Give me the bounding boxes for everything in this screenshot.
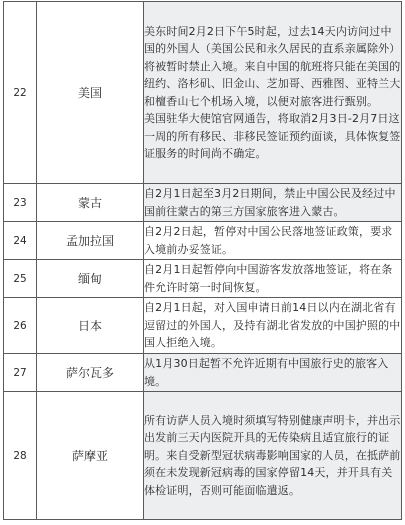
policy-paragraph: 自2月1日起暂停向中国游客发放落地签证，将在条件允许时第一时间恢复。 — [144, 263, 393, 294]
country-name: 萨摩亚 — [37, 392, 144, 520]
policy-text — [144, 2, 402, 184]
table-row — [4, 2, 402, 184]
policy-paragraph: 自2月2日起，暂停对中国公民落地签证政策，要求入境前办妥签证。 — [144, 225, 393, 256]
table-row — [4, 260, 402, 298]
policy-text — [144, 184, 402, 222]
row-number: 23 — [4, 184, 37, 222]
table-row — [4, 354, 402, 392]
row-number: 22 — [4, 2, 37, 184]
row-number: 27 — [4, 354, 37, 392]
policy-text — [144, 392, 402, 520]
country-name: 美国 — [37, 2, 144, 184]
row-number: 24 — [4, 222, 37, 260]
table-row — [4, 392, 402, 520]
policy-paragraph: 美国驻华大使馆官网通告，将取消2月3日-2月7日这一周的所有移民、非移民签证预约面谈，具体恢复签证服务的时间尚不确定。 — [144, 112, 401, 160]
entry-restrictions-table — [3, 1, 402, 520]
country-name: 蒙古 — [37, 184, 144, 222]
policy-paragraph: 所有访萨人员入境时须填写特别健康声明卡，并出示出发前三天内医院开具的无传染病且适宜旅行的证明。来自受新型冠状病毒影响国家的人员，在抵萨前须在未发现新冠病毒的国家停留14天，并开具有关体检证明，否则可能面临遣返。 — [144, 413, 401, 497]
table-row — [4, 298, 402, 354]
policy-text — [144, 298, 402, 354]
policy-paragraph: 从1月30日起暂不允许近期有中国旅行史的旅客入境。 — [144, 357, 389, 388]
country-name: 萨尔瓦多 — [37, 354, 144, 392]
table-row — [4, 184, 402, 222]
table-row — [4, 222, 402, 260]
policy-paragraph: 自2月1日起，对入国申请日前14日以内在湖北省有逗留过的外国人，及持有湖北省发放的中国护照的中国人拒绝入境。 — [144, 301, 401, 350]
row-number: 25 — [4, 260, 37, 298]
policy-paragraph: 自2月1日起至3月2日期间，禁止中国公民及经过中国前往蒙古的第三方国家旅客进入蒙古。 — [144, 187, 396, 218]
policy-text — [144, 354, 402, 392]
policy-text — [144, 222, 402, 260]
country-name: 孟加拉国 — [37, 222, 144, 260]
policy-paragraph: 美东时间2月2日下午5时起，过去14天内访问过中国的外国人（美国公民和永久居民的直系亲属除外）将被暂时禁止入境。来自中国的航班将只能在美国的纽约、洛杉矶、旧金山、芝加哥、西雅图、亚特兰大和檀香山七个机场入境，以便对旅客进行甄别。 — [144, 24, 401, 108]
row-number: 28 — [4, 392, 37, 520]
country-name: 缅甸 — [37, 260, 144, 298]
policy-text — [144, 260, 402, 298]
row-number: 26 — [4, 298, 37, 354]
country-name: 日本 — [37, 298, 144, 354]
